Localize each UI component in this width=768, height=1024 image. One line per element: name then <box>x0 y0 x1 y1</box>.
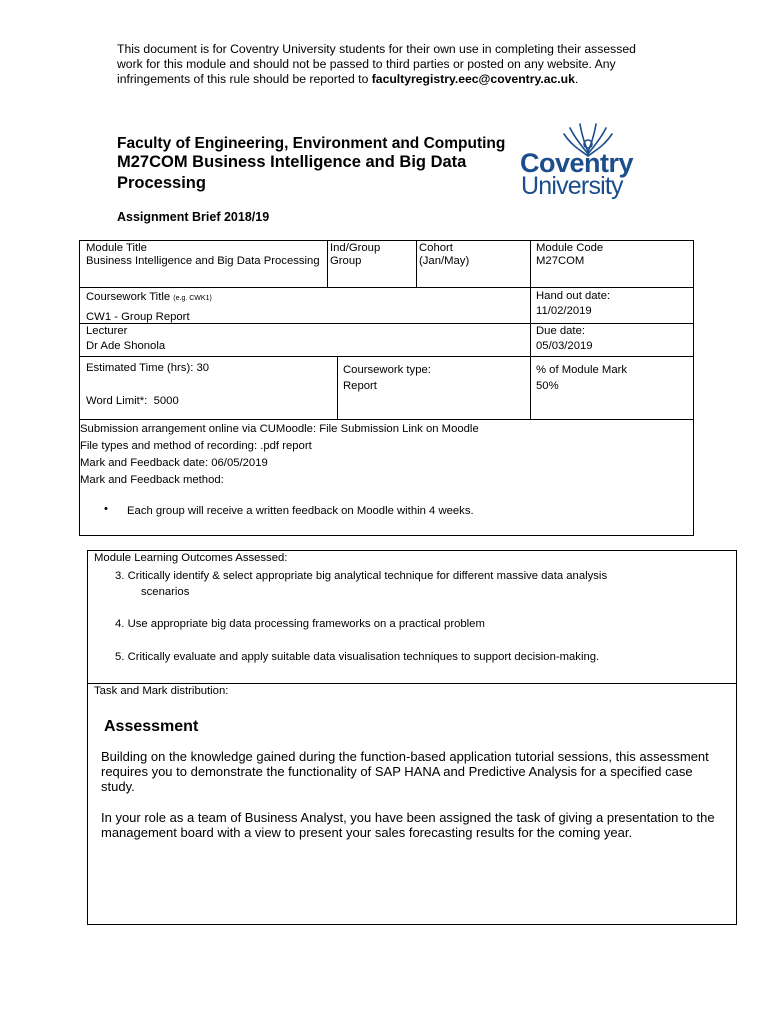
cohort-label: Cohort <box>419 242 453 254</box>
coursework-title-cell <box>86 291 526 323</box>
module-code-label: Module Code <box>536 242 604 254</box>
ind-group-label: Ind/Group <box>330 242 381 254</box>
outcome-item <box>115 618 735 631</box>
module-title-cell <box>86 242 324 267</box>
assessment-paragraph-1: Building on the knowledge gained during the function-based application tutorial sessions, this assessment requires you to demonstrate the functionality of SAP HANA and Predictive Analysis for a specified case study. <box>101 749 709 794</box>
learning-outcomes-table <box>87 550 737 925</box>
coursework-type-cell <box>343 362 528 394</box>
outcome-text: Critically identify & select appropriate big analytical technique for different massive data analysis <box>127 570 608 582</box>
module-code-value: M27COM <box>536 254 585 267</box>
word-limit-value: 5000 <box>153 394 179 407</box>
estimated-time-cell <box>86 362 334 407</box>
cohort-value: (Jan/May) <box>419 254 470 267</box>
outcome-item <box>115 651 735 664</box>
outcome-number: 5. <box>115 651 125 663</box>
outcome-number: 3. <box>115 570 125 582</box>
logo-word-coventry: Coventry <box>520 148 634 178</box>
coursework-type-label: Coursework type: <box>343 364 431 376</box>
module-title-value: Business Intelligence and Big Data Processing <box>86 254 320 267</box>
module-mark-label: % of Module Mark <box>536 364 628 376</box>
bullet-icon: • <box>104 503 108 515</box>
handout-date-label: Hand out date: <box>536 290 611 302</box>
lecturer-value: Dr Ade Shonola <box>86 339 166 352</box>
outcome-continuation: scenarios <box>141 586 190 598</box>
outcome-number: 4. <box>115 618 125 630</box>
outcome-text: Critically evaluate and apply suitable data visualisation techniques to support decision-making. <box>127 651 600 663</box>
due-date-label: Due date: <box>536 325 585 337</box>
submission-arrangement: Submission arrangement online via CUMoodle: File Submission Link on Moodle <box>80 423 479 435</box>
handout-date-value: 11/02/2019 <box>536 305 592 317</box>
coursework-title-example: (e.g. CWK1) <box>173 295 212 302</box>
usage-notice <box>117 42 657 87</box>
ind-group-cell <box>330 242 415 267</box>
coursework-type-value: Report <box>343 380 377 392</box>
word-limit-label: Word Limit*: <box>86 394 148 407</box>
outcome-text: Use appropriate big data processing frameworks on a practical problem <box>127 618 485 630</box>
coursework-title-label: Coursework Title <box>86 291 171 303</box>
coursework-title-value: CW1 - Group Report <box>86 310 190 323</box>
module-heading: M27COM Business Intelligence and Big Data Processing <box>117 153 467 192</box>
cohort-cell <box>419 242 527 267</box>
task-label: Task and Mark distribution: <box>94 685 229 697</box>
assessment-paragraph-2: In your role as a team of Business Analyst, you have been assigned the task of giving a presentation to the management board with a view to present your sales forecasting results for the coming year. <box>101 810 715 840</box>
lecturer-cell <box>86 324 526 353</box>
outcome-item <box>115 570 735 583</box>
assessment-heading: Assessment <box>104 718 199 735</box>
coventry-university-logo <box>518 120 640 202</box>
submission-cell <box>80 421 690 489</box>
notice-period: . <box>574 72 579 86</box>
faculty-title: Faculty of Engineering, Environment and Computing <box>117 135 506 152</box>
estimated-time: Estimated Time (hrs): 30 <box>86 362 210 374</box>
feedback-method-label: Mark and Feedback method: <box>80 474 224 486</box>
ind-group-value: Group <box>330 254 362 267</box>
registry-email-link[interactable]: facultyregistry.eec@coventry.ac.uk <box>371 72 575 86</box>
feedback-date: Mark and Feedback date: 06/05/2019 <box>80 457 268 469</box>
module-title-label: Module Title <box>86 242 147 254</box>
due-date-cell <box>536 324 691 354</box>
file-types: File types and method of recording: .pdf report <box>80 440 312 452</box>
logo-word-university: University <box>521 172 623 200</box>
module-code-cell <box>536 242 691 267</box>
module-mark-value: 50% <box>536 380 559 392</box>
handout-date-cell <box>536 289 691 319</box>
module-mark-cell <box>536 362 691 394</box>
outcomes-label: Module Learning Outcomes Assessed: <box>94 552 288 564</box>
due-date-value: 05/03/2019 <box>536 340 593 352</box>
feedback-bullet-text: Each group will receive a written feedback on Moodle within 4 weeks. <box>127 505 474 517</box>
lecturer-label: Lecturer <box>86 325 128 337</box>
assignment-brief-title: Assignment Brief 2018/19 <box>117 210 270 224</box>
notice-text: This document is for Coventry University students for their own use in completing their assessed work for this module and should not be passed to third parties or posted on any website. Any infringements of this rule should be reported to <box>117 42 636 86</box>
